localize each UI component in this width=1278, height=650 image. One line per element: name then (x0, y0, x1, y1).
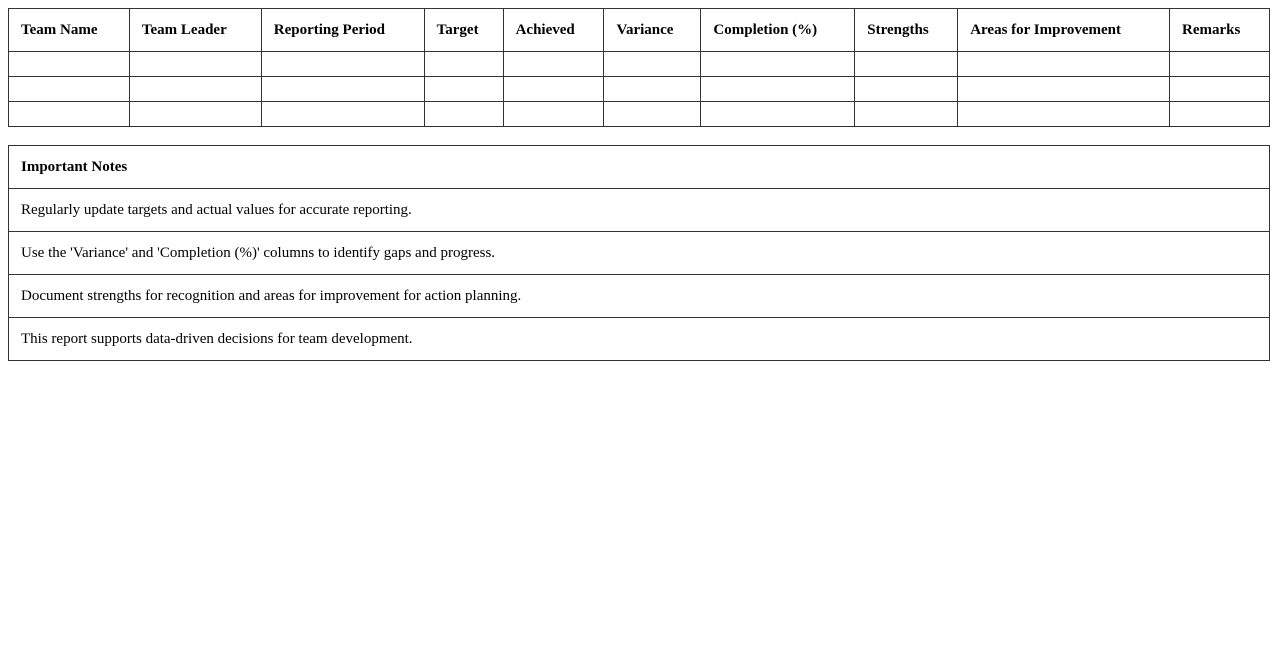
note-row (9, 275, 1270, 318)
table-cell[interactable] (1170, 102, 1270, 127)
table-cell[interactable] (9, 102, 130, 127)
table-row (9, 77, 1270, 102)
note-item: Regularly update targets and actual values for accurate reporting. (9, 189, 1270, 232)
notes-title: Important Notes (9, 146, 1270, 189)
header-reporting-period: Reporting Period (261, 9, 424, 52)
note-item: Use the 'Variance' and 'Completion (%)' columns to identify gaps and progress. (9, 232, 1270, 275)
note-row (9, 189, 1270, 232)
table-cell[interactable] (1170, 77, 1270, 102)
table-cell[interactable] (604, 52, 701, 77)
header-target: Target (424, 9, 503, 52)
table-cell[interactable] (261, 77, 424, 102)
header-areas-for-improvement: Areas for Improvement (958, 9, 1170, 52)
table-cell[interactable] (701, 102, 855, 127)
header-variance: Variance (604, 9, 701, 52)
table-header-row (9, 9, 1270, 52)
table-cell[interactable] (958, 102, 1170, 127)
table-cell[interactable] (129, 102, 261, 127)
table-cell[interactable] (9, 52, 130, 77)
table-cell[interactable] (503, 52, 604, 77)
table-cell[interactable] (855, 52, 958, 77)
table-cell[interactable] (9, 77, 130, 102)
table-row (9, 102, 1270, 127)
note-row (9, 318, 1270, 361)
table-cell[interactable] (958, 77, 1170, 102)
notes-header-row (9, 146, 1270, 189)
header-completion: Completion (%) (701, 9, 855, 52)
table-cell[interactable] (604, 77, 701, 102)
header-achieved: Achieved (503, 9, 604, 52)
important-notes-table (8, 145, 1270, 361)
note-item: Document strengths for recognition and areas for improvement for action planning. (9, 275, 1270, 318)
table-cell[interactable] (701, 77, 855, 102)
note-item: This report supports data-driven decisions for team development. (9, 318, 1270, 361)
note-row (9, 232, 1270, 275)
table-body (9, 52, 1270, 127)
table-cell[interactable] (958, 52, 1170, 77)
table-cell[interactable] (855, 77, 958, 102)
table-cell[interactable] (261, 102, 424, 127)
header-remarks: Remarks (1170, 9, 1270, 52)
table-cell[interactable] (1170, 52, 1270, 77)
table-cell[interactable] (701, 52, 855, 77)
table-cell[interactable] (261, 52, 424, 77)
table-cell[interactable] (129, 77, 261, 102)
table-row (9, 52, 1270, 77)
header-strengths: Strengths (855, 9, 958, 52)
table-cell[interactable] (424, 77, 503, 102)
table-cell[interactable] (424, 52, 503, 77)
table-cell[interactable] (604, 102, 701, 127)
team-report-table (8, 8, 1270, 127)
header-team-leader: Team Leader (129, 9, 261, 52)
table-cell[interactable] (129, 52, 261, 77)
table-cell[interactable] (503, 102, 604, 127)
header-team-name: Team Name (9, 9, 130, 52)
table-cell[interactable] (503, 77, 604, 102)
table-cell[interactable] (855, 102, 958, 127)
table-cell[interactable] (424, 102, 503, 127)
